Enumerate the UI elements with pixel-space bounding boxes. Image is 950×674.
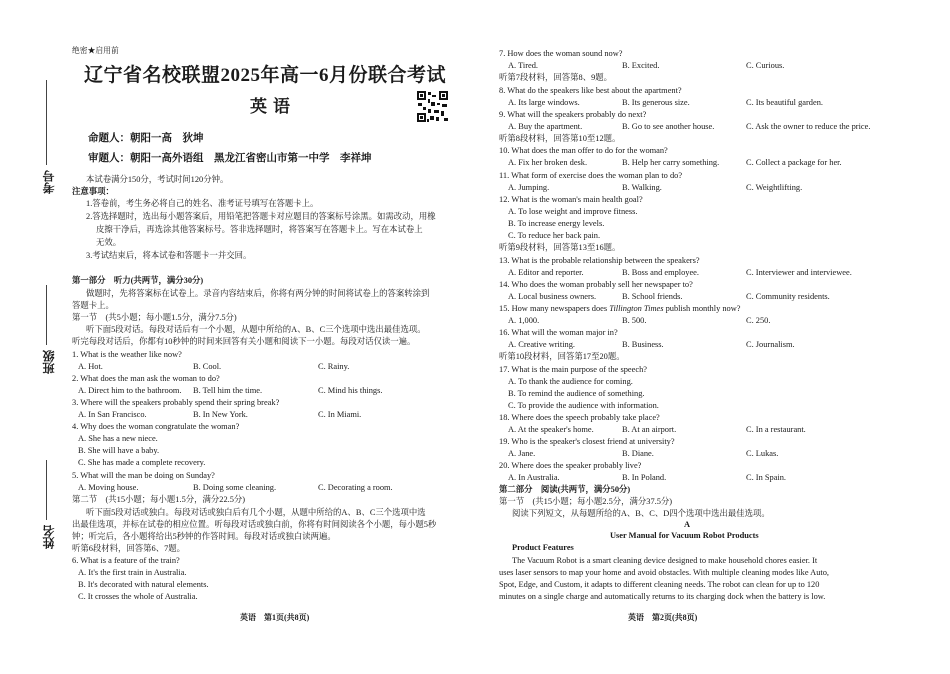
option: A. Jane. bbox=[508, 449, 536, 458]
option: B. Cool. bbox=[193, 362, 222, 371]
section2-instruction: 出最佳选项，并标在试卷的相应位置。听每段对话或独白前，你将有时间阅读各个小题，每小题5秒 bbox=[72, 520, 437, 529]
part2-section1-title: 第一节 (共15小题；每小题2.5分，满分37.5分) bbox=[499, 497, 673, 506]
divider bbox=[46, 460, 47, 520]
divider bbox=[46, 285, 47, 345]
question-12: 12. What is the woman's main health goal? bbox=[499, 195, 643, 204]
material-10-label: 听第10段材料，回答第17至20题。 bbox=[499, 352, 625, 361]
option: A. Buy the apartment. bbox=[508, 122, 583, 131]
question-2: 2. What does the man ask the woman to do? bbox=[72, 374, 220, 383]
option: A. Hot. bbox=[78, 362, 103, 371]
option: B. To remind the audience of something. bbox=[508, 389, 645, 398]
note-line: 皮擦干净后，再选涂其他答案标号。答非选择题时，将答案写在答题卡上。写在本试卷上 bbox=[96, 225, 423, 234]
passage-line: Spot, Edge, and Custom, it adapts to different cleaning needs. The robot can clean for up to 120 bbox=[499, 580, 820, 589]
question-19: 19. Who is the speaker's closest friend at university? bbox=[499, 437, 675, 446]
question-16: 16. What will the woman major in? bbox=[499, 328, 618, 337]
note-line: 2.答选择题时，选出每小题答案后，用铅笔把答题卡对应题目的答案标号涂黑。如需改动，用橡 bbox=[86, 212, 436, 221]
option: B. At an airport. bbox=[622, 425, 677, 434]
section1-title: 第一节 (共5小题；每小题1.5分，满分7.5分) bbox=[72, 313, 237, 322]
option: A. Moving house. bbox=[78, 483, 139, 492]
option: B. Diane. bbox=[622, 449, 654, 458]
question-6: 6. What is a feature of the train? bbox=[72, 556, 180, 565]
question-17: 17. What is the main purpose of the speech? bbox=[499, 365, 647, 374]
option: C. She has made a complete recovery. bbox=[78, 458, 206, 467]
passage-line: The Vacuum Robot is a smart cleaning device designed to make household chores easier. It bbox=[512, 556, 818, 565]
passage-line: uses laser sensors to map your home and avoid obstacles. With multiple cleaning modes like Auto, bbox=[499, 568, 830, 577]
question-15-text: 15. How many newspapers does bbox=[499, 304, 610, 313]
section2-instruction: 听下面5段对话或独白。每段对话或独白后有几个小题，从题中所给的A、B、C三个选项中选 bbox=[86, 508, 426, 517]
option: B. School friends. bbox=[622, 292, 683, 301]
side-label-exam-number: 考号 bbox=[42, 170, 56, 194]
question-8: 8. What do the speakers like best about the apartment? bbox=[499, 86, 682, 95]
option: A. To lose weight and improve fitness. bbox=[508, 207, 638, 216]
question-5: 5. What will the man be doing on Sunday? bbox=[72, 471, 215, 480]
option: B. 500. bbox=[622, 316, 647, 325]
material-8-label: 听第8段材料，回答第10至12题。 bbox=[499, 134, 621, 143]
part2-section1-instruction: 阅读下列短文，从每题所给的A、B、C、D四个选项中选出最佳选项。 bbox=[512, 509, 770, 518]
option: A. Fix her broken desk. bbox=[508, 158, 588, 167]
question-10: 10. What does the man offer to do for the woman? bbox=[499, 146, 668, 155]
qr-code-icon bbox=[416, 90, 449, 123]
material-9-label: 听第9段材料，回答第13至16题。 bbox=[499, 243, 621, 252]
option: B. It's decorated with natural elements. bbox=[78, 580, 209, 589]
note-line: 1.答卷前，考生务必将自己的姓名、准考证号填写在答题卡上。 bbox=[86, 199, 319, 208]
question-15-text: publish monthly now? bbox=[663, 304, 741, 313]
option: A. Its large windows. bbox=[508, 98, 580, 107]
part1-instruction: 答题卡上。 bbox=[72, 301, 114, 310]
option: A. She has a new niece. bbox=[78, 434, 158, 443]
newspaper-title: Tillington Times bbox=[609, 304, 664, 313]
option: C. Rainy. bbox=[318, 362, 350, 371]
option: C. It crosses the whole of Australia. bbox=[78, 592, 198, 601]
setter-line: 命题人：朝阳一高 狄坤 bbox=[88, 133, 204, 144]
question-1: 1. What is the weather like now? bbox=[72, 350, 182, 359]
subject-title: 英语 bbox=[250, 97, 296, 116]
question-15 bbox=[499, 304, 741, 314]
confidential-label: 绝密★启用前 bbox=[72, 46, 119, 55]
option: C. Curious. bbox=[746, 61, 785, 70]
material-7-label: 听第7段材料，回答第8、9题。 bbox=[499, 73, 613, 82]
section1-instruction: 听下面5段对话。每段对话后有一个小题，从题中所给的A、B、C三个选项中选出最佳选项。 bbox=[86, 325, 426, 334]
option: B. Business. bbox=[622, 340, 664, 349]
option: B. Boss and employee. bbox=[622, 268, 699, 277]
question-3: 3. Where will the speakers probably spend their spring break? bbox=[72, 398, 280, 407]
option: B. Walking. bbox=[622, 183, 662, 192]
section2-instruction: 钟；听完后，各小题将给出5秒钟的作答时间。每段对话或独白读两遍。 bbox=[72, 532, 336, 541]
passage-title: User Manual for Vacuum Robot Products bbox=[610, 531, 759, 540]
option: B. Help her carry something. bbox=[622, 158, 720, 167]
section2-title: 第二节 (共15小题；每小题1.5分，满分22.5分) bbox=[72, 495, 246, 504]
option: C. Lukas. bbox=[746, 449, 779, 458]
material-6-label: 听第6段材料，回答第6、7题。 bbox=[72, 544, 186, 553]
option: B. In New York. bbox=[193, 410, 248, 419]
part1-instruction: 做题时，先将答案标在试卷上。录音内容结束后，你将有两分钟的时间将试卷上的答案转涂到 bbox=[86, 289, 430, 298]
part1-title: 第一部分 听力(共两节，满分30分) bbox=[72, 276, 204, 285]
product-features-heading: Product Features bbox=[512, 543, 574, 552]
note-line: 3.考试结束后，将本试卷和答题卡一并交回。 bbox=[86, 251, 252, 260]
option: A. Jumping. bbox=[508, 183, 550, 192]
option: B. She will have a baby. bbox=[78, 446, 160, 455]
option: C. To provide the audience with information. bbox=[508, 401, 659, 410]
option: C. In a restaurant. bbox=[746, 425, 806, 434]
option: C. Weightlifting. bbox=[746, 183, 803, 192]
option: C. Journalism. bbox=[746, 340, 795, 349]
option: A. Creative writing. bbox=[508, 340, 575, 349]
option: C. Ask the owner to reduce the price. bbox=[746, 122, 871, 131]
notes-title: 注意事项： bbox=[72, 187, 114, 196]
option: C. To reduce her back pain. bbox=[508, 231, 601, 240]
option: C. Interviewer and interviewee. bbox=[746, 268, 852, 277]
exam-title: 辽宁省名校联盟2025年高一6月份联合考试 bbox=[84, 65, 447, 86]
passage-label: A bbox=[684, 520, 691, 529]
page-footer: 英语 第1页(共8页) bbox=[240, 613, 310, 622]
question-7: 7. How does the woman sound now? bbox=[499, 49, 623, 58]
exam-info: 本试卷满分150分，考试时间120分钟。 bbox=[86, 175, 229, 184]
part2-title: 第二部分 阅读(共两节，满分50分) bbox=[499, 485, 631, 494]
option: C. Decorating a room. bbox=[318, 483, 393, 492]
side-label-class: 班级 bbox=[42, 350, 56, 374]
option: B. In Poland. bbox=[622, 473, 667, 482]
option: A. Editor and reporter. bbox=[508, 268, 584, 277]
option: C. In Miami. bbox=[318, 410, 362, 419]
page-footer: 英语 第2页(共8页) bbox=[628, 613, 698, 622]
question-4: 4. Why does the woman congratulate the woman? bbox=[72, 422, 240, 431]
question-18: 18. Where does the speech probably take place? bbox=[499, 413, 660, 422]
option: C. Its beautiful garden. bbox=[746, 98, 823, 107]
question-13: 13. What is the probable relationship between the speakers? bbox=[499, 256, 700, 265]
option: A. 1,000. bbox=[508, 316, 540, 325]
option: B. Doing some cleaning. bbox=[193, 483, 277, 492]
divider bbox=[46, 80, 47, 165]
option: C. 250. bbox=[746, 316, 771, 325]
question-14: 14. Who does the woman probably sell her newspaper to? bbox=[499, 280, 693, 289]
option: A. At the speaker's home. bbox=[508, 425, 594, 434]
option: B. Go to see another house. bbox=[622, 122, 715, 131]
option: B. To increase energy levels. bbox=[508, 219, 605, 228]
reviewer-line: 审题人：朝阳一高外语组 黑龙江省密山市第一中学 李祥坤 bbox=[88, 153, 372, 164]
option: B. Excited. bbox=[622, 61, 660, 70]
option: C. In Spain. bbox=[746, 473, 787, 482]
option: C. Mind his things. bbox=[318, 386, 383, 395]
option: A. In San Francisco. bbox=[78, 410, 147, 419]
section1-instruction: 听完每段对话后，你都有10秒钟的时间来回答有关小题和阅读下一小题。每段对话仅读一遍。 bbox=[72, 337, 416, 346]
option: B. Tell him the time. bbox=[193, 386, 263, 395]
side-label-name: 姓名 bbox=[42, 525, 56, 549]
option: A. Direct him to the bathroom. bbox=[78, 386, 182, 395]
question-20: 20. Where does the speaker probably live? bbox=[499, 461, 642, 470]
option: B. Its generous size. bbox=[622, 98, 690, 107]
note-line: 无效。 bbox=[96, 238, 122, 247]
question-9: 9. What will the speakers probably do next? bbox=[499, 110, 647, 119]
question-11: 11. What form of exercise does the woman plan to do? bbox=[499, 171, 683, 180]
option: C. Community residents. bbox=[746, 292, 830, 301]
option: C. Collect a package for her. bbox=[746, 158, 842, 167]
passage-line: minutes on a single charge and automatically returns to its charging dock when the battery is low. bbox=[499, 592, 826, 601]
option: A. In Australia. bbox=[508, 473, 560, 482]
option: A. Tired. bbox=[508, 61, 539, 70]
option: A. To thank the audience for coming. bbox=[508, 377, 633, 386]
option: A. It's the first train in Australia. bbox=[78, 568, 187, 577]
option: A. Local business owners. bbox=[508, 292, 597, 301]
